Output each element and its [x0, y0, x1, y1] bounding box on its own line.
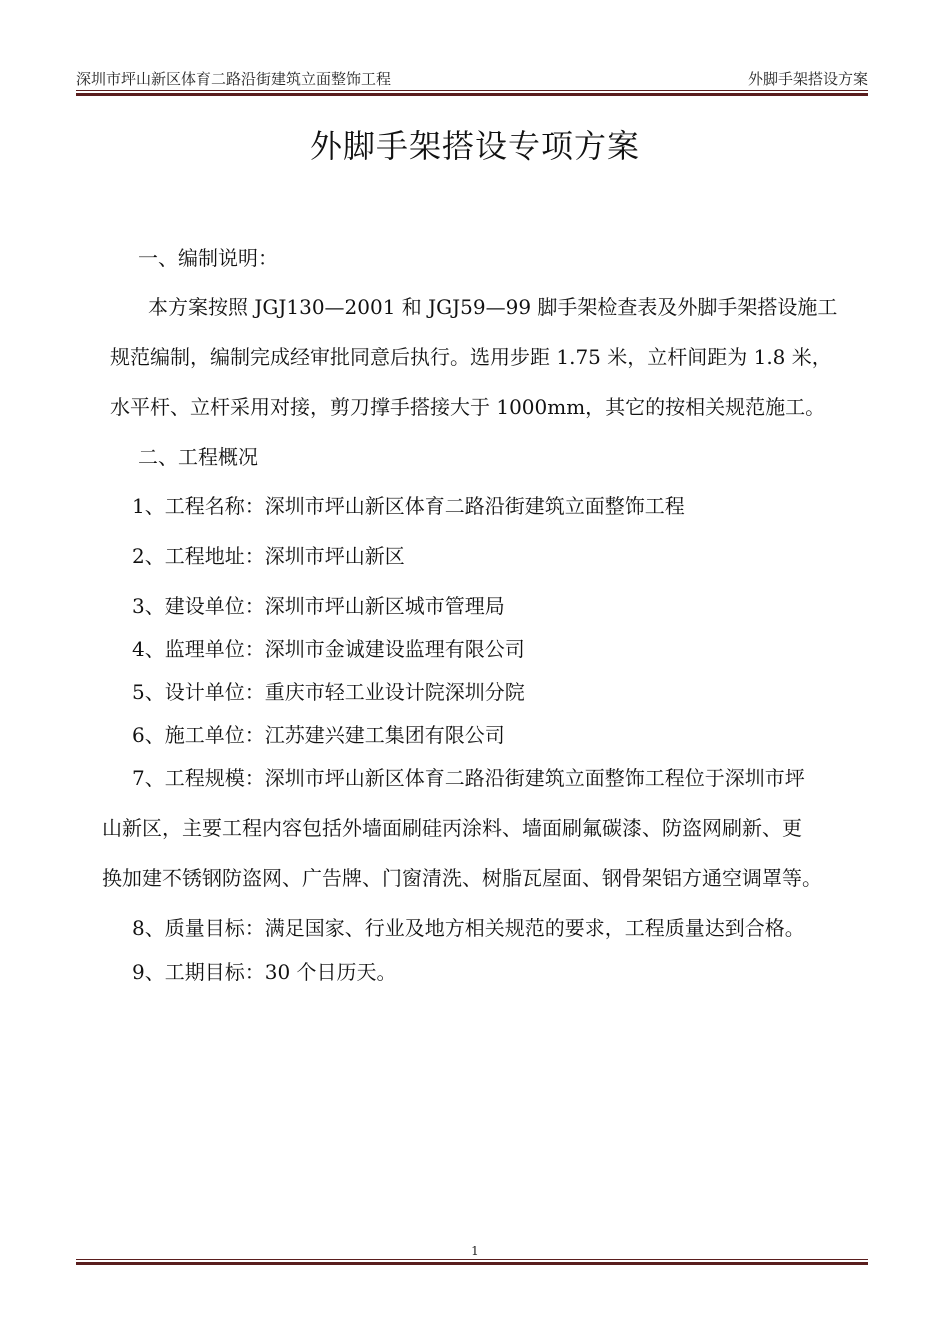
list-item: 7、工程规模：深圳市坪山新区体育二路沿街建筑立面整饰工程位于深圳市坪 — [132, 766, 805, 790]
header-doc-name: 外脚手架搭设方案 — [747, 70, 868, 88]
section-heading-preparation: 一、编制说明： — [138, 246, 278, 270]
document-title: 外脚手架搭设专项方案 — [309, 127, 640, 165]
paragraph-line: 山新区，主要工程内容包括外墙面刷硅丙涂料、墙面刷氟碳漆、防盗网刷新、更 — [102, 816, 802, 840]
header-rule-thin — [76, 90, 868, 91]
paragraph-line: 换加建不锈钢防盗网、广告牌、门窗清洗、树脂瓦屋面、钢骨架铝方通空调罩等。 — [102, 866, 822, 890]
list-item: 4、监理单位：深圳市金诚建设监理有限公司 — [132, 637, 525, 661]
list-item: 1、工程名称：深圳市坪山新区体育二路沿街建筑立面整饰工程 — [132, 494, 685, 518]
list-item: 2、工程地址：深圳市坪山新区 — [132, 544, 405, 568]
list-item: 8、质量目标：满足国家、行业及地方相关规范的要求，工程质量达到合格。 — [132, 916, 805, 940]
list-item: 9、工期目标：30 个日历天。 — [132, 960, 397, 984]
paragraph-line: 本方案按照 JGJ130—2001 和 JGJ59—99 脚手架检查表及外脚手架搭设施工 — [148, 295, 838, 319]
page-number: 1 — [471, 1244, 479, 1258]
footer-rule-thin — [76, 1259, 868, 1260]
paragraph-line: 规范编制，编制完成经审批同意后执行。选用步距 1.75 米，立杆间距为 1.8 米， — [110, 345, 832, 369]
header-rule-thick — [76, 93, 868, 96]
footer-rule-thick — [76, 1262, 868, 1265]
list-item: 5、设计单位：重庆市轻工业设计院深圳分院 — [132, 680, 525, 704]
list-item: 3、建设单位：深圳市坪山新区城市管理局 — [132, 594, 505, 618]
section-heading-overview: 二、工程概况 — [138, 445, 258, 469]
paragraph-line: 水平杆、立杆采用对接，剪刀撑手搭接大于 1000mm，其它的按相关规范施工。 — [110, 395, 826, 419]
list-item: 6、施工单位：江苏建兴建工集团有限公司 — [132, 723, 505, 747]
running-header — [76, 68, 868, 90]
header-project-name: 深圳市坪山新区体育二路沿街建筑立面整饰工程 — [76, 70, 392, 88]
